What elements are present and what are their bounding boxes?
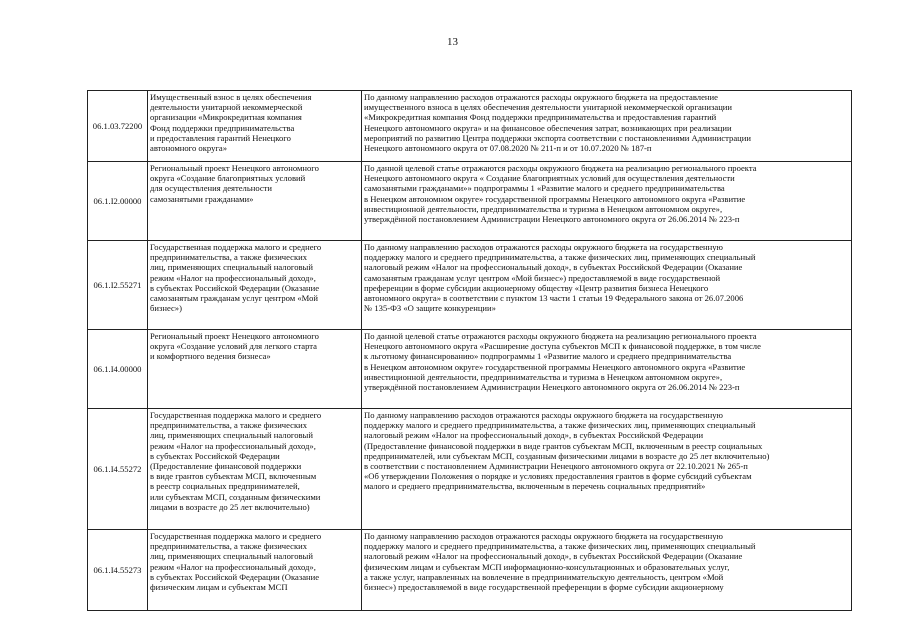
description-cell: По данному направлению расходов отражаются расходы окружного бюджета на государственную поддержку малого и среднего предпринимательства, а также физических лиц, применяющих специальный налоговый режим «Налог на профессиональный доход», в субъектах Российской Федерации (Оказание физическим лицам и субъектам МСП информационно-консультационных и образовательных услуг, а также услуг, направленных на вовлечение в предпринимательскую деятельность, центром «Мой бизнес») предоставляемой в виде государственной преференции в форме субсидии акционерному bbox=[362, 530, 852, 611]
article-name-cell: Региональный проект Ненецкого автономного округа «Создание благоприятных условий для осуществления деятельности самозанятыми гражданами» bbox=[148, 162, 362, 241]
page-number: 13 bbox=[447, 36, 458, 48]
description-cell: По данному направлению расходов отражаются расходы окружного бюджета на государственную поддержку малого и среднего предпринимательства, а также физических лиц, применяющих специальный налоговый режим «Налог на профессиональный доход», в субъектах Российской Федерации (Предоставление финансовой поддержки в виде грантов субъектам МСП, включенным в реестр социальных предпринимателей, или субъектам МСП, созданным физическими лицами в возрасте до 25 лет включительно) в соответствии с постановлением Администрации Ненецкого автономного округа от 22.10.2021 № 265-п «Об утверждении Положения о порядке и условиях предоставления грантов в форме субсидий субъектам малого и среднего предпринимательства, включенным в перечень социальных предприятий» bbox=[362, 409, 852, 530]
article-name-cell: Государственная поддержка малого и среднего предпринимательства, а также физических лиц, применяющих специальный налоговый режим «Налог на профессиональный доход», в субъектах Российской Федерации (Оказание самозанятым гражданам услуг центром «Мой бизнес») bbox=[148, 241, 362, 330]
target-code-cell: 06.1.I4.55272 bbox=[88, 409, 148, 530]
table-row bbox=[88, 162, 852, 241]
article-name-cell: Государственная поддержка малого и среднего предпринимательства, а также физических лиц, применяющих специальный налоговый режим «Налог на профессиональный доход», в субъектах Российской Федерации (Предоставление финансовой поддержки в виде грантов субъектам МСП, включенным в реестр социальных предпринимателей, или субъектам МСП, созданным физическими лицами в возрасте до 25 лет включительно) bbox=[148, 409, 362, 530]
target-code-cell: 06.1.I4.55273 bbox=[88, 530, 148, 611]
target-code-cell: 06.1.I2.55271 bbox=[88, 241, 148, 330]
description-cell: По данному направлению расходов отражаются расходы окружного бюджета на предоставление имущественного взноса в целях обеспечения деятельности унитарной некоммерческой организации «Микрокредитная компания Фонд поддержки предпринимательства и предоставления гарантий Ненецкого автономного округа» и на финансовое обеспечения затрат, возникающих при реализации мероприятий по развитию Центра поддержки экспорта соответствии с постановлениями Администрации Ненецкого автономного округа от 07.08.2020 № 211-п и от 10.07.2020 № 187-п bbox=[362, 91, 852, 162]
description-cell: По данному направлению расходов отражаются расходы окружного бюджета на государственную поддержку малого и среднего предпринимательства, а также физических лиц, применяющих специальный налоговый режим «Налог на профессиональный доход», в субъектах Российской Федерации (Оказание самозанятым гражданам услуг центром «Мой бизнес») предоставляемой в виде государственной преференции в форме субсидии акционерному обществу «Центр развития бизнеса Ненецкого автономного округа» в соответствии с пунктом 13 части 1 статьи 19 Федерального закона от 26.07.2006 № 135-ФЗ «О защите конкуренции» bbox=[362, 241, 852, 330]
description-cell: По данной целевой статье отражаются расходы окружного бюджета на реализацию регионального проекта Ненецкого автономного округа « Создание благоприятных условий для осуществления деятельности самозанятыми гражданами»» подпрограммы 1 «Развитие малого и среднего предпринимательства в Ненецком автономном округе» государственной программы Ненецкого автономного округа «Развитие инвестиционной деятельности, предпринимательства и туризма в Ненецком автономном округе», утверждённой постановлением Администрации Ненецкого автономного округа от 26.06.2014 № 223-п bbox=[362, 162, 852, 241]
target-code-cell: 06.1.I4.00000 bbox=[88, 330, 148, 409]
target-code-cell: 06.1.I2.00000 bbox=[88, 162, 148, 241]
description-cell: По данной целевой статье отражаются расходы окружного бюджета на реализацию регионального проекта Ненецкого автономного округа «Расширение доступа субъектов МСП к финансовой поддержке, в том числе к льготному финансированию» подпрограммы 1 «Развитие малого и среднего предпринимательства в Ненецком автономном округе» государственной программы Ненецкого автономного округа «Развитие инвестиционной деятельности, предпринимательства и туризма в Ненецком автономном округе», утверждённой постановлением Администрации Ненецкого автономного округа от 26.06.2014 № 223-п bbox=[362, 330, 852, 409]
budget-classification-table bbox=[87, 90, 852, 611]
table-row bbox=[88, 91, 852, 162]
article-name-cell: Региональный проект Ненецкого автономного округа «Создание условий для легкого старта и комфортного ведения бизнеса» bbox=[148, 330, 362, 409]
table-row bbox=[88, 241, 852, 330]
article-name-cell: Имущественный взнос в целях обеспечения деятельности унитарной некоммерческой организации «Микрокредитная компания Фонд поддержки предпринимательства и предоставления гарантий Ненецкого автономного округа» bbox=[148, 91, 362, 162]
target-code-cell: 06.1.03.72200 bbox=[88, 91, 148, 162]
table-row bbox=[88, 409, 852, 530]
table-row bbox=[88, 530, 852, 611]
table-row bbox=[88, 330, 852, 409]
article-name-cell: Государственная поддержка малого и среднего предпринимательства, а также физических лиц, применяющих специальный налоговый режим «Налог на профессиональный доход», в субъектах Российской Федерации (Оказание физическим лицам и субъектам МСП bbox=[148, 530, 362, 611]
